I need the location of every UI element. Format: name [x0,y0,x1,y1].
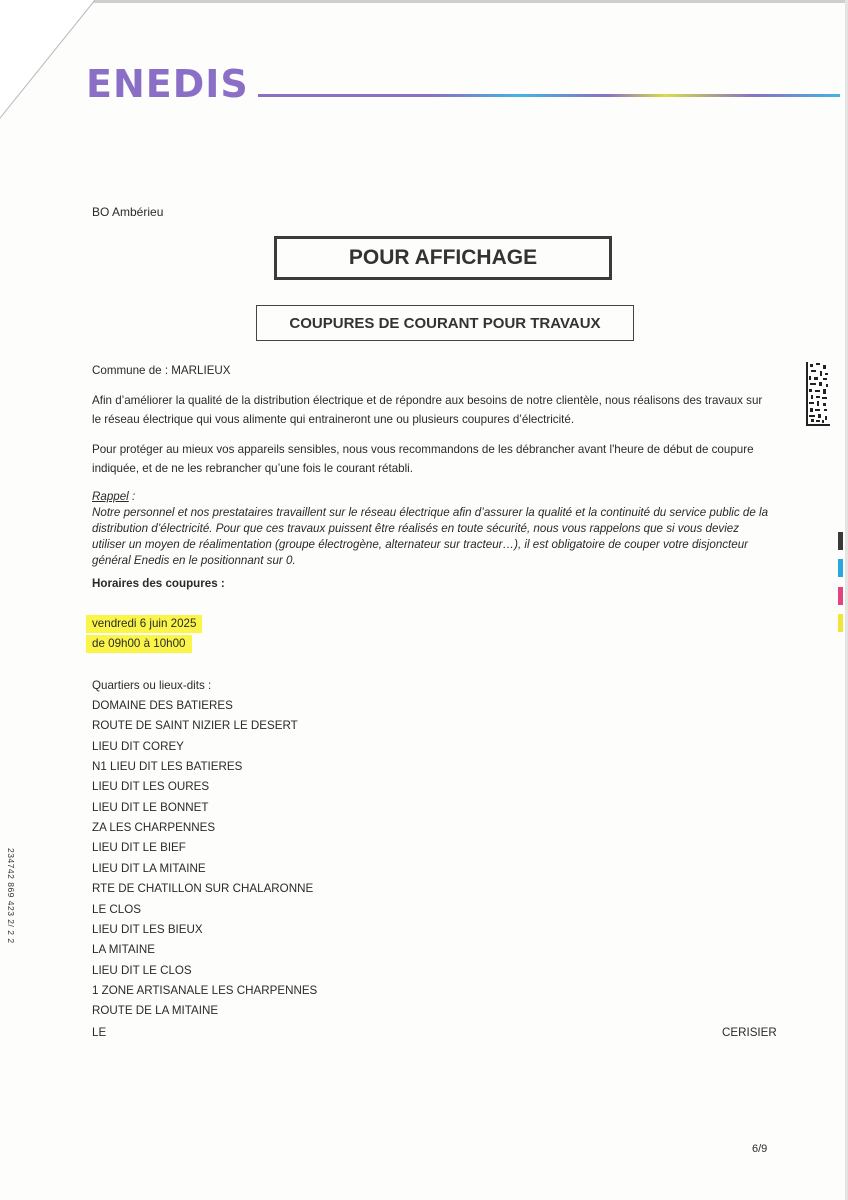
rappel-title: Rappel [92,490,129,503]
agency-name: BO Ambérieu [92,205,164,219]
list-item: LE CLOS [92,903,141,916]
datamatrix-code [806,362,830,426]
scan-edge [0,0,848,3]
list-item: LIEU DIT LE BONNET [92,801,209,814]
registration-mark-black [838,532,843,550]
list-item: LIEU DIT LE BIEF [92,841,186,854]
rappel-block [92,489,772,569]
list-item: ZA LES CHARPENNES [92,821,216,834]
list-item: LIEU DIT LE CLOS [92,964,192,977]
banner-box [274,236,612,280]
outage-date: vendredi 6 juin 2025 [86,615,202,633]
list-item: LIEU DIT LA MITAINE [92,862,206,875]
paragraph-intro: Afin d’améliorer la qualité de la distribution électrique et de répondre aux besoins de notre clientèle, nous réalisons des travaux sur le réseau électrique qui vous alimente qui entraineront une ou plusieurs coupures d’électricité. [92,394,763,426]
side-tracking-code: 234742 869 423 2/ 2 2 [6,848,16,944]
subtitle-title: COUPURES DE COURANT POUR TRAVAUX [289,314,601,332]
commune-line: Commune de : MARLIEUX [92,364,231,377]
folded-corner [0,0,100,130]
banner-title: POUR AFFICHAGE [348,246,538,269]
list-item: DOMAINE DES BATIERES [92,699,233,712]
page-number: 6/9 [752,1143,768,1155]
horaires-title: Horaires des coupures : [92,577,225,590]
rappel-title-suffix: : [128,490,136,503]
list-item: N1 LIEU DIT LES BATIERES [92,760,243,773]
list-item: LIEU DIT COREY [92,740,184,753]
enedis-logo: ENEDIS [86,62,249,106]
registration-mark-yellow [838,614,843,632]
header-rule [258,94,840,97]
subtitle-box [256,305,634,341]
list-item: 1 ZONE ARTISANALE LES CHARPENNES [92,984,318,997]
list-item: ROUTE DE SAINT NIZIER LE DESERT [92,719,298,732]
paragraph-advice: Pour protéger au mieux vos appareils sensibles, nous vous recommandons de les débrancher avant l'heure de début de coupure indiquée, et de ne les rebrancher qu’une fois le courant rétabli. [92,443,754,475]
list-item: LIEU DIT LES BIEUX [92,923,203,936]
list-item: LIEU DIT LES OURES [92,780,210,793]
list-item-continuation: CERISIER [722,1026,777,1039]
quartiers-title: Quartiers ou lieux-dits : [92,679,212,692]
outage-time: de 09h00 à 10h00 [86,635,192,653]
list-item: LE [92,1026,107,1039]
list-item: LA MITAINE [92,943,155,956]
registration-mark-magenta [838,587,843,605]
rappel-text: Notre personnel et nos prestataires travaillent sur le réseau électrique afin d’assurer la qualité et la continuité du service public de la distribution d’électricité. Pour que ces travaux puissent être réalisés en toute sécurité, nous vous rappelons que si vous deviez utiliser un moyen de réalimentation (groupe électrogène, alternateur sur tracteur…), il est obligatoire de couper votre disjoncteur général Enedis en le positionnant sur 0. [92,506,769,567]
list-item: RTE DE CHATILLON SUR CHALARONNE [92,882,314,895]
list-item: ROUTE DE LA MITAINE [92,1004,219,1017]
registration-mark-cyan [838,559,843,577]
